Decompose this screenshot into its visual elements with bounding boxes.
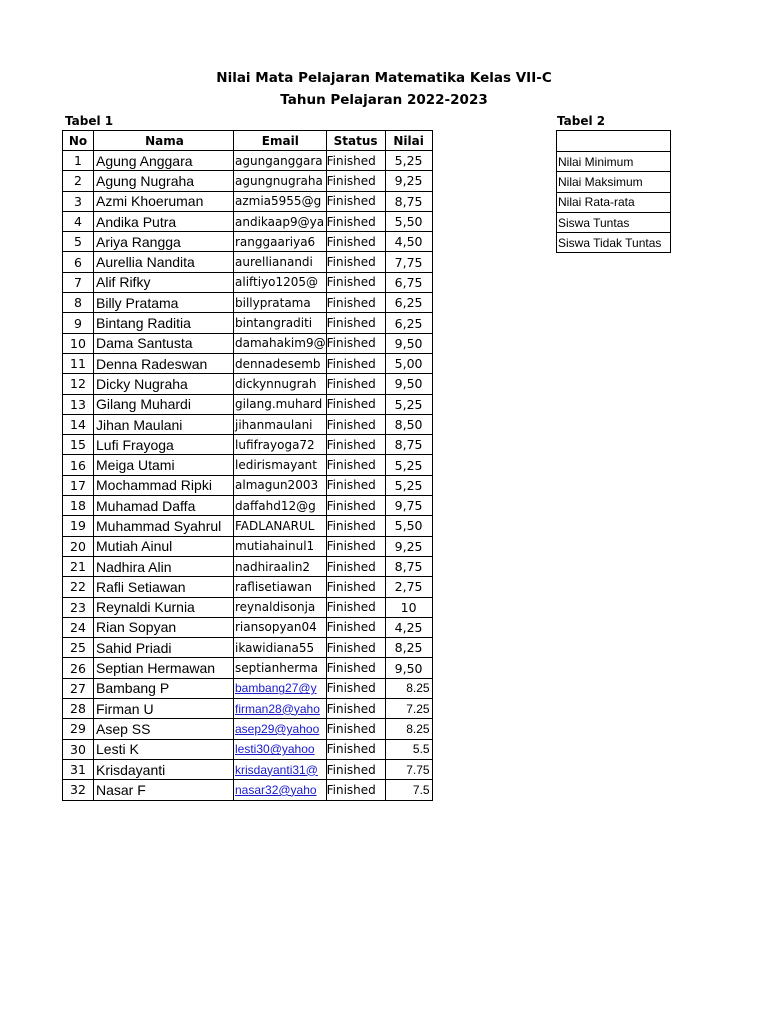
cell-nilai: 8,75 — [385, 191, 432, 211]
cell-nilai: 8,25 — [385, 638, 432, 658]
cell-email: andikaap9@ya — [234, 211, 327, 231]
cell-status: Finished — [326, 151, 385, 171]
page-subtitle: Tahun Pelajaran 2022-2023 — [280, 92, 488, 108]
cell-email[interactable]: asep29@yahoo — [234, 719, 327, 739]
cell-nilai: 9,50 — [385, 333, 432, 353]
table-row — [63, 577, 433, 597]
table-row — [63, 780, 433, 800]
cell-no: 16 — [63, 455, 94, 475]
table-row — [63, 252, 433, 272]
cell-status: Finished — [326, 536, 385, 556]
cell-nilai: 9,50 — [385, 658, 432, 678]
cell-nama: Mochammad Ripki — [94, 475, 234, 495]
cell-email: bintangraditi — [234, 313, 327, 333]
cell-email: azmia5955@g — [234, 191, 327, 211]
table-row — [63, 171, 433, 191]
grades-table — [62, 130, 433, 801]
cell-nama: Krisdayanti — [94, 759, 234, 779]
table-header-row — [63, 131, 433, 151]
cell-status: Finished — [326, 353, 385, 373]
cell-email: gilang.muhard — [234, 394, 327, 414]
table-row — [63, 455, 433, 475]
summary-row — [557, 233, 671, 253]
cell-email: billypratama — [234, 293, 327, 313]
page-title: Nilai Mata Pelajaran Matematika Kelas VII-C — [216, 70, 552, 86]
cell-nilai: 8.25 — [385, 719, 432, 739]
cell-email: damahakim9@ — [234, 333, 327, 353]
cell-nilai: 5,25 — [385, 151, 432, 171]
cell-status: Finished — [326, 496, 385, 516]
summary-row — [557, 172, 671, 192]
cell-status: Finished — [326, 293, 385, 313]
cell-no: 10 — [63, 333, 94, 353]
cell-email: lufifrayoga72 — [234, 435, 327, 455]
cell-nama: Gilang Muhardi — [94, 394, 234, 414]
cell-email[interactable]: krisdayanti31@ — [234, 759, 327, 779]
summary-row — [557, 212, 671, 232]
cell-no: 21 — [63, 556, 94, 576]
cell-nama: Lesti K — [94, 739, 234, 759]
table-row — [63, 638, 433, 658]
cell-nama: Nasar F — [94, 780, 234, 800]
cell-no: 3 — [63, 191, 94, 211]
cell-nilai: 4,25 — [385, 617, 432, 637]
table-row — [63, 191, 433, 211]
cell-nilai: 6,25 — [385, 293, 432, 313]
table-row — [63, 678, 433, 698]
summary-header-row — [557, 131, 671, 152]
cell-nama: Firman U — [94, 699, 234, 719]
cell-nilai: 8,75 — [385, 556, 432, 576]
table-row — [63, 232, 433, 252]
cell-no: 9 — [63, 313, 94, 333]
table-row — [63, 374, 433, 394]
cell-status: Finished — [326, 252, 385, 272]
summary-label: Siswa Tidak Tuntas — [557, 233, 671, 253]
table-row — [63, 151, 433, 171]
table1-caption: Tabel 1 — [65, 114, 114, 128]
cell-status: Finished — [326, 394, 385, 414]
cell-no: 2 — [63, 171, 94, 191]
summary-row — [557, 192, 671, 212]
cell-nama: Denna Radeswan — [94, 353, 234, 373]
cell-status: Finished — [326, 739, 385, 759]
cell-status: Finished — [326, 171, 385, 191]
cell-no: 13 — [63, 394, 94, 414]
table-row — [63, 353, 433, 373]
cell-nilai: 4,50 — [385, 232, 432, 252]
cell-email[interactable]: firman28@yaho — [234, 699, 327, 719]
table-row — [63, 536, 433, 556]
cell-status: Finished — [326, 211, 385, 231]
cell-status: Finished — [326, 435, 385, 455]
cell-status: Finished — [326, 333, 385, 353]
cell-nama: Billy Pratama — [94, 293, 234, 313]
table-row — [63, 759, 433, 779]
table-row — [63, 414, 433, 434]
summary-label: Nilai Rata-rata — [557, 192, 671, 212]
cell-nama: Azmi Khoeruman — [94, 191, 234, 211]
table-row — [63, 211, 433, 231]
cell-nama: Mutiah Ainul — [94, 536, 234, 556]
cell-nilai: 7.25 — [385, 699, 432, 719]
header-status: Status — [326, 131, 385, 151]
cell-no: 28 — [63, 699, 94, 719]
cell-nama: Rian Sopyan — [94, 617, 234, 637]
cell-email[interactable]: lesti30@yahoo — [234, 739, 327, 759]
cell-status: Finished — [326, 232, 385, 252]
cell-email: mutiahainul1 — [234, 536, 327, 556]
table-row — [63, 293, 433, 313]
cell-email: almagun2003 — [234, 475, 327, 495]
cell-no: 30 — [63, 739, 94, 759]
cell-email: reynaldisonja — [234, 597, 327, 617]
cell-nilai: 9,25 — [385, 171, 432, 191]
cell-nama: Nadhira Alin — [94, 556, 234, 576]
cell-nama: Bambang P — [94, 678, 234, 698]
cell-email: aliftiyo1205@ — [234, 272, 327, 292]
cell-nilai: 5,50 — [385, 516, 432, 536]
cell-no: 23 — [63, 597, 94, 617]
table-row — [63, 496, 433, 516]
cell-nilai: 6,75 — [385, 272, 432, 292]
cell-email: agungnugraha — [234, 171, 327, 191]
cell-no: 20 — [63, 536, 94, 556]
cell-nama: Ariya Rangga — [94, 232, 234, 252]
cell-email: ikawidiana55 — [234, 638, 327, 658]
table-row — [63, 475, 433, 495]
cell-nilai: 8,75 — [385, 435, 432, 455]
summary-label: Nilai Minimum — [557, 152, 671, 172]
cell-nilai: 6,25 — [385, 313, 432, 333]
cell-email: riansopyan04 — [234, 617, 327, 637]
cell-status: Finished — [326, 780, 385, 800]
cell-status: Finished — [326, 617, 385, 637]
header-nilai: Nilai — [385, 131, 432, 151]
cell-status: Finished — [326, 678, 385, 698]
cell-email: septianherma — [234, 658, 327, 678]
cell-status: Finished — [326, 719, 385, 739]
cell-nilai: 5.5 — [385, 739, 432, 759]
cell-no: 24 — [63, 617, 94, 637]
cell-nilai: 9,50 — [385, 374, 432, 394]
cell-no: 11 — [63, 353, 94, 373]
cell-no: 25 — [63, 638, 94, 658]
cell-status: Finished — [326, 313, 385, 333]
cell-nama: Andika Putra — [94, 211, 234, 231]
cell-nama: Muhamad Daffa — [94, 496, 234, 516]
cell-no: 14 — [63, 414, 94, 434]
table-row — [63, 313, 433, 333]
summary-row — [557, 152, 671, 172]
cell-status: Finished — [326, 638, 385, 658]
cell-nilai: 5,00 — [385, 353, 432, 373]
cell-nilai: 5,50 — [385, 211, 432, 231]
cell-nilai: 5,25 — [385, 455, 432, 475]
cell-no: 26 — [63, 658, 94, 678]
cell-status: Finished — [326, 556, 385, 576]
table-row — [63, 617, 433, 637]
cell-nama: Agung Anggara — [94, 151, 234, 171]
cell-email: agunganggara — [234, 151, 327, 171]
cell-no: 8 — [63, 293, 94, 313]
summary-label: Siswa Tuntas — [557, 212, 671, 232]
cell-nama: Dicky Nugraha — [94, 374, 234, 394]
cell-no: 31 — [63, 759, 94, 779]
table2-caption: Tabel 2 — [557, 114, 606, 128]
cell-nama: Dama Santusta — [94, 333, 234, 353]
cell-email: daffahd12@g — [234, 496, 327, 516]
cell-nama: Asep SS — [94, 719, 234, 739]
cell-nilai: 10 — [385, 597, 432, 617]
cell-status: Finished — [326, 759, 385, 779]
cell-no: 29 — [63, 719, 94, 739]
table-row — [63, 333, 433, 353]
cell-no: 17 — [63, 475, 94, 495]
cell-status: Finished — [326, 577, 385, 597]
cell-nama: Jihan Maulani — [94, 414, 234, 434]
cell-nilai: 7.75 — [385, 759, 432, 779]
table-row — [63, 272, 433, 292]
cell-status: Finished — [326, 455, 385, 475]
header-email: Email — [234, 131, 327, 151]
cell-nama: Sahid Priadi — [94, 638, 234, 658]
cell-no: 12 — [63, 374, 94, 394]
cell-no: 18 — [63, 496, 94, 516]
cell-email: jihanmaulani — [234, 414, 327, 434]
cell-nama: Lufi Frayoga — [94, 435, 234, 455]
table-row — [63, 556, 433, 576]
cell-no: 4 — [63, 211, 94, 231]
cell-nilai: 8.25 — [385, 678, 432, 698]
cell-nama: Aurellia Nandita — [94, 252, 234, 272]
cell-status: Finished — [326, 516, 385, 536]
cell-email: FADLANARUL — [234, 516, 327, 536]
cell-no: 15 — [63, 435, 94, 455]
cell-email[interactable]: bambang27@y — [234, 678, 327, 698]
cell-nama: Reynaldi Kurnia — [94, 597, 234, 617]
cell-status: Finished — [326, 191, 385, 211]
cell-nilai: 8,50 — [385, 414, 432, 434]
cell-status: Finished — [326, 374, 385, 394]
cell-nama: Bintang Raditia — [94, 313, 234, 333]
summary-table — [556, 130, 671, 253]
cell-nilai: 9,75 — [385, 496, 432, 516]
cell-no: 7 — [63, 272, 94, 292]
cell-nama: Rafli Setiawan — [94, 577, 234, 597]
cell-nama: Alif Rifky — [94, 272, 234, 292]
cell-email[interactable]: nasar32@yaho — [234, 780, 327, 800]
cell-status: Finished — [326, 414, 385, 434]
cell-nama: Meiga Utami — [94, 455, 234, 475]
cell-nama: Agung Nugraha — [94, 171, 234, 191]
cell-status: Finished — [326, 658, 385, 678]
cell-email: ranggaariya6 — [234, 232, 327, 252]
cell-email: aurellianandi — [234, 252, 327, 272]
table-row — [63, 435, 433, 455]
table-row — [63, 394, 433, 414]
cell-no: 1 — [63, 151, 94, 171]
cell-status: Finished — [326, 272, 385, 292]
table-row — [63, 739, 433, 759]
cell-email: dickynnugrah — [234, 374, 327, 394]
cell-no: 27 — [63, 678, 94, 698]
cell-no: 5 — [63, 232, 94, 252]
cell-status: Finished — [326, 597, 385, 617]
cell-nilai: 7,75 — [385, 252, 432, 272]
cell-nama: Septian Hermawan — [94, 658, 234, 678]
cell-nama: Muhammad Syahrul — [94, 516, 234, 536]
cell-nilai: 7.5 — [385, 780, 432, 800]
cell-nilai: 9,25 — [385, 536, 432, 556]
table-row — [63, 719, 433, 739]
cell-nilai: 2,75 — [385, 577, 432, 597]
cell-no: 32 — [63, 780, 94, 800]
cell-no: 19 — [63, 516, 94, 536]
table-row — [63, 516, 433, 536]
summary-label: Nilai Maksimum — [557, 172, 671, 192]
cell-status: Finished — [326, 475, 385, 495]
summary-header-cell — [557, 131, 671, 152]
cell-email: ledirismayant — [234, 455, 327, 475]
cell-nilai: 5,25 — [385, 394, 432, 414]
header-no: No — [63, 131, 94, 151]
cell-email: dennadesemb — [234, 353, 327, 373]
cell-no: 6 — [63, 252, 94, 272]
cell-email: raflisetiawan — [234, 577, 327, 597]
cell-nilai: 5,25 — [385, 475, 432, 495]
header-nama: Nama — [94, 131, 234, 151]
table-row — [63, 658, 433, 678]
table-row — [63, 699, 433, 719]
cell-status: Finished — [326, 699, 385, 719]
table-row — [63, 597, 433, 617]
cell-no: 22 — [63, 577, 94, 597]
cell-email: nadhiraalin2 — [234, 556, 327, 576]
